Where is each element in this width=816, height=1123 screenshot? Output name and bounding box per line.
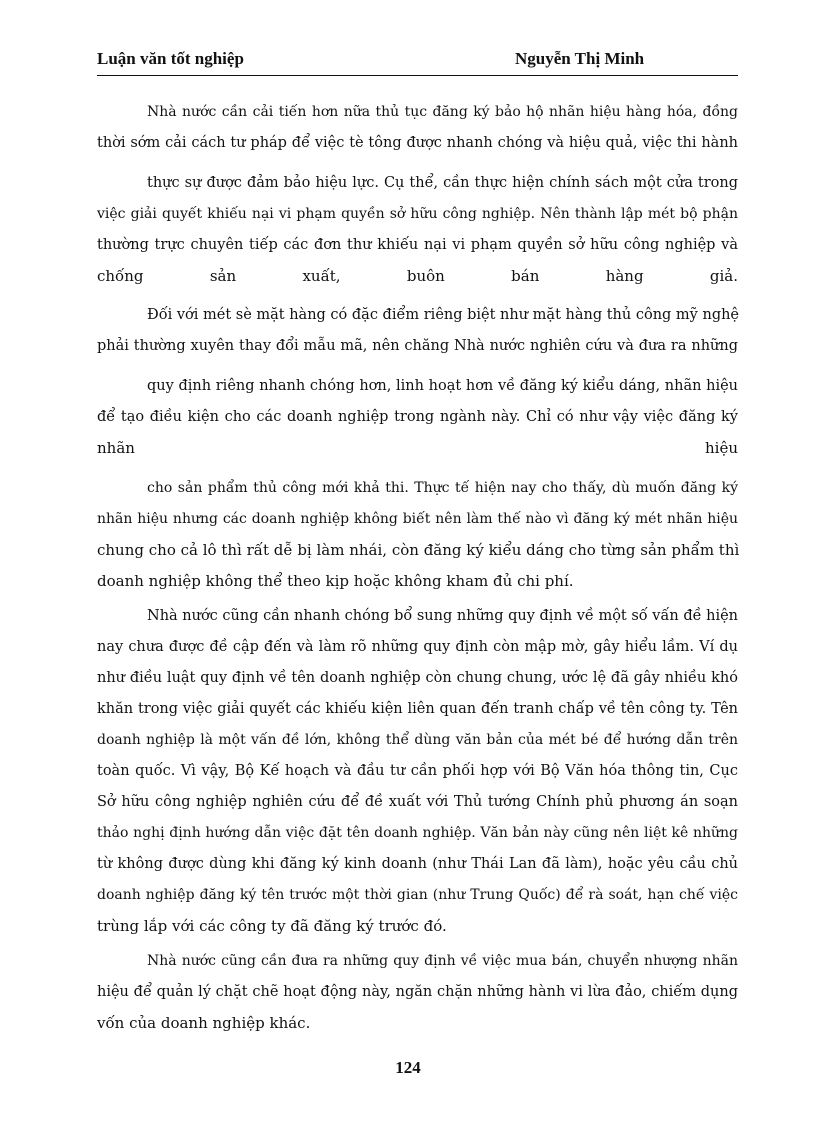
header-author: Nguyễn Thị Minh [515, 49, 645, 68]
text-line: như điều luật quy định về tên doanh nghiệp còn chung chung, ước lệ đã gây nhiều khó [97, 670, 738, 686]
page-header [97, 49, 738, 73]
text-line: Sở hữu công nghiệp nghiên cứu để đề xuất với Thủ tướng Chính phủ phương án soạn [97, 794, 738, 810]
text-line: việc giải quyết khiếu nại vi phạm quyền sở hữu công nghiệp. Nên thành lập mét bộ phận [97, 206, 738, 222]
text-line: cho sản phẩm thủ công mới khả thi. Thực tế hiện nay cho thấy, dù muốn đăng ký [147, 480, 738, 496]
text-line: doanh nghiệp đăng ký tên trước một thời gian (như Trung Quốc) để rà soát, hạn chế việc [97, 887, 738, 903]
page-number: 124 [395, 1058, 421, 1077]
header-title: Luận văn tốt nghiệp [97, 49, 244, 68]
text-line: Nhà nước cũng cần đưa ra những quy định về việc mua bán, chuyển nhượng nhãn [147, 953, 738, 969]
text-line: nhãn hiệu nhưng các doanh nghiệp không biết nên làm thế nào vì đăng ký mét nhãn hiệu [97, 511, 738, 527]
text-line: doanh nghiệp không thể theo kịp hoặc không kham đủ chi phí. [97, 572, 574, 590]
text-line: quy định riêng nhanh chóng hơn, linh hoạt hơn về đăng ký kiểu dáng, nhãn hiệu [147, 378, 738, 394]
text-line: thực sự được đảm bảo hiệu lực. Cụ thể, cần thực hiện chính sách một cửa trong [147, 175, 738, 191]
text-line: nay chưa được đề cập đến và làm rõ những quy định còn mập mờ, gây hiểu lầm. Ví dụ [97, 639, 738, 655]
text-line: nhãn hiệu [97, 439, 738, 457]
text-line: từ không được dùng khi đăng ký kinh doanh (như Thái Lan đã làm), hoặc yêu cầu chủ [97, 856, 738, 872]
text-line: khăn trong việc giải quyết các khiếu kiện liên quan đến tranh chấp về tên công ty. Tên [97, 701, 738, 717]
text-line: Nhà nước cũng cần nhanh chóng bổ sung những quy định về một số vấn đề hiện [147, 608, 739, 624]
text-line: phải thường xuyên thay đổi mẫu mã, nên chăng Nhà nước nghiên cứu và đưa ra những [97, 338, 738, 354]
text-line: chung cho cả lô thì rất dễ bị làm nhái, còn đăng ký kiểu dáng cho từng sản phẩm thì [97, 541, 740, 559]
text-line: để tạo điều kiện cho các doanh nghiệp trong ngành này. Chỉ có như vậy việc đăng ký [97, 409, 738, 425]
text-line: thời sớm cải cách tư pháp để việc tè tông được nhanh chóng và hiệu quả, việc thi hành [97, 135, 738, 151]
text-line: trùng lắp với các công ty đã đăng ký trước đó. [97, 917, 447, 935]
text-line: doanh nghiệp là một vấn đề lớn, không thể dùng văn bản của mét bé để hướng dẫn trên [97, 732, 738, 748]
header-divider [97, 75, 738, 76]
text-line: hiệu để quản lý chặt chẽ hoạt động này, ngăn chặn những hành vi lừa đảo, chiếm dụng [97, 984, 738, 1000]
text-line: vốn của doanh nghiệp khác. [97, 1014, 311, 1032]
text-line: toàn quốc. Vì vậy, Bộ Kế hoạch và đầu tư cần phối hợp với Bộ Văn hóa thông tin, Cục [97, 763, 738, 779]
text-line: thảo nghị định hướng dẫn việc đặt tên doanh nghiệp. Văn bản này cũng nên liệt kê những [97, 825, 738, 841]
text-line: thường trực chuyên tiếp các đơn thư khiếu nại vi phạm quyền sở hữu công nghiệp và [97, 237, 738, 253]
text-line: Đối với mét sè mặt hàng có đặc điểm riêng biệt như mặt hàng thủ công mỹ nghệ [147, 307, 740, 323]
text-line: Nhà nước cần cải tiến hơn nữa thủ tục đăng ký bảo hộ nhãn hiệu hàng hóa, đồng [147, 104, 738, 120]
text-line: chống sản xuất, buôn bán hàng giả. [97, 267, 738, 285]
